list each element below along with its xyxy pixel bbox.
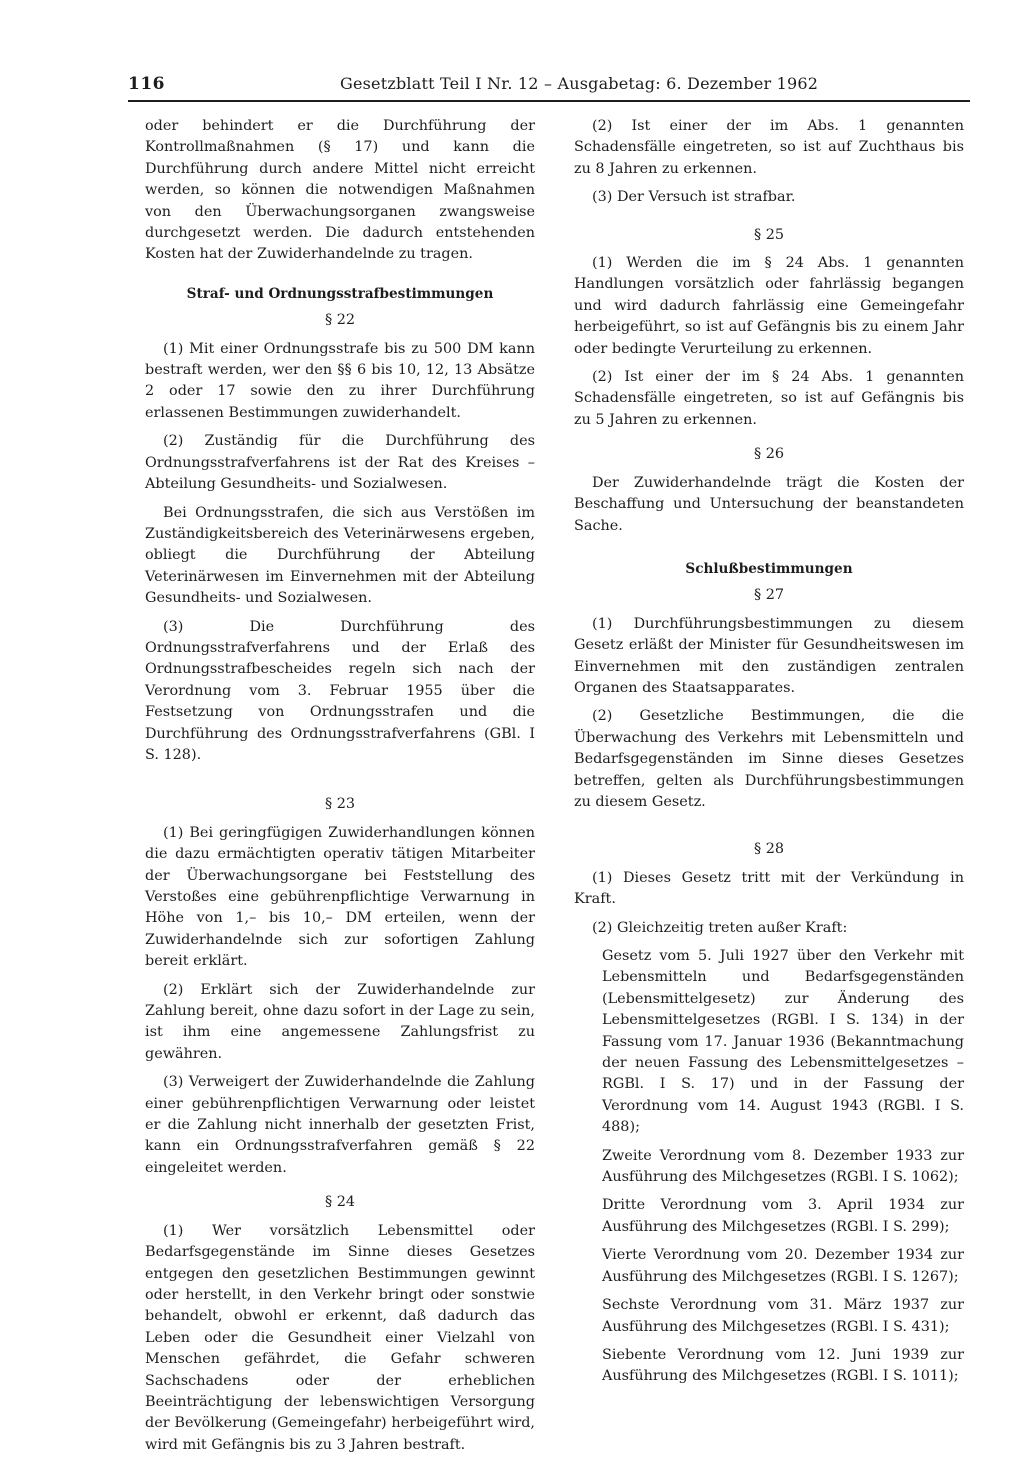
paragraph-25-1: (1) Werden die im § 24 Abs. 1 genannten Handlungen vorsätzlich oder fahrlässig begangen und wird dadurch fahrlässig eine Gemeingefahr herbeigeführt, so ist auf Gefängnis bis zu einem Jahr oder bedingte Verurteilung zu erkennen. xyxy=(574,255,964,357)
section-number-27: § 27 xyxy=(753,587,785,604)
repealed-item: Zweite Verordnung vom 8. Dezember 1933 zur Ausführung des Milchgesetzes (RGBl. I S. 1062); xyxy=(602,1147,964,1186)
section-number-25: § 25 xyxy=(753,226,785,243)
paragraph-26: Der Zuwiderhandelnde trägt die Kosten der Beschaffung und Untersuchung der beanstandeten Sache. xyxy=(574,474,964,534)
paragraph-23-3: (3) Verweigert der Zuwiderhandelnde die Zahlung einer gebührenpflichtigen Verwarnung oder leistet er die Zahlung nicht innerhalb der gesetzten Frist, kann ein Ordnungsstrafverfahren gemäß § 22 eingeleitet werden. xyxy=(145,1074,535,1176)
paragraph-22-3: (3) Die Durchführung des Ordnungsstrafverfahrens und der Erlaß des Ordnungsstrafbescheides regeln sich nach der Verordnung vom 3. Februar 1955 über die Festsetzung von Ordnungsstrafen und die Durchführung des Ordnungsstrafverfahrens (GBl. I S. 128). xyxy=(145,618,535,763)
section-number-26: § 26 xyxy=(753,446,785,463)
repealed-item: Siebente Verordnung vom 12. Juni 1939 zur Ausführung des Milchgesetzes (RGBl. I S. 1011); xyxy=(602,1346,964,1385)
paragraph-25-2: (2) Ist einer der im § 24 Abs. 1 genannten Schadensfälle eingetreten, so ist auf Gefängnis bis zu 5 Jahren zu erkennen. xyxy=(574,369,964,428)
section-number-28: § 28 xyxy=(753,841,785,858)
section-heading-schluss: Schlußbestimmungen xyxy=(685,560,853,577)
section-number-22: § 22 xyxy=(324,312,356,329)
repealed-item: Vierte Verordnung vom 20. Dezember 1934 zur Ausführung des Milchgesetzes (RGBl. I S. 1267); xyxy=(602,1247,964,1285)
repealed-item: Sechste Verordnung vom 31. März 1937 zur Ausführung des Milchgesetzes (RGBl. I S. 431); xyxy=(602,1297,964,1335)
repealed-item: Gesetz vom 5. Juli 1927 über den Verkehr mit Lebensmitteln und Bedarfsgegenständen (Lebensmittelgesetz) zur Änderung des Lebensmittelgesetzes (RGBl. I S. 134) in der Fassung vom 17. Januar 1936 (Bekanntmachung der neuen Fassung des Lebensmittelgesetzes – RGBl. I S. 17) und in der Fassung der Verordnung vom 14. August 1943 (RGBl. I S. 488); xyxy=(602,948,964,1136)
right-column xyxy=(574,116,964,1395)
paragraph-23-1: (1) Bei geringfügigen Zuwiderhandlungen können die dazu ermächtigten operativ tätigen Mitarbeiter der Überwachungsorgane bei Feststellung des Verstoßes eine gebührenpflichtige Verwarnung in Höhe von 1,– bis 10,– DM erteilen, wenn der Zuwiderhandelnde sich zur sofortigen Zahlung bereit erklärt. xyxy=(145,824,535,970)
paragraph-22-2b: Bei Ordnungsstrafen, die sich aus Verstößen im Zuständigkeitsbereich des Veterinärwesens ergeben, obliegt die Durchführung der Abteilung Veterinärwesen im Einvernehmen mit der Abteilung Gesundheits- und Sozialwesen. xyxy=(145,504,535,607)
paragraph-27-1: (1) Durchführungsbestimmungen zu diesem Gesetz erläßt der Minister für Gesundheitswesen im Einvernehmen mit den zuständigen zentralen Organen des Staatsapparates. xyxy=(574,615,964,696)
page-number: 116 xyxy=(128,74,165,94)
paragraph-24-1: (1) Wer vorsätzlich Lebensmittel oder Bedarfsgegenstände im Sinne dieses Gesetzes entgegen den gesetzlichen Bestimmungen gewinnt oder herstellt, in den Verkehr bringt oder sonstwie behandelt, obwohl er erkennt, daß dadurch das Leben oder die Gesundheit einer Vielzahl von Menschen gefährdet, die Gefahr schweren Sachschadens oder der erheblichen Beeinträchtigung der lebenswichtigen Versorgung der Bevölkerung (Gemeingefahr) herbeigeführt wird, wird mit Gefängnis bis zu 3 Jahren bestraft. xyxy=(145,1222,535,1453)
running-title: Gesetzblatt Teil I Nr. 12 – Ausgabetag: 6. Dezember 1962 xyxy=(340,74,819,93)
paragraph-28-2: (2) Gleichzeitig treten außer Kraft: xyxy=(592,919,848,936)
section-number-24: § 24 xyxy=(324,1194,356,1211)
paragraph-28-1: (1) Dieses Gesetz tritt mit der Verkündung in Kraft. xyxy=(574,869,964,908)
left-column xyxy=(145,116,535,1463)
paragraph-22-1: (1) Mit einer Ordnungsstrafe bis zu 500 DM kann bestraft werden, wer den §§ 6 bis 10, 12, 13 Absätze 2 oder 17 sowie den zu ihrer Durchführung erlassenen Bestimmungen zuwiderhandelt. xyxy=(145,340,535,421)
paragraph-27-2: (2) Gesetzliche Bestimmungen, die die Überwachung des Verkehrs mit Lebensmitteln und Bedarfsgegenständen im Sinne dieses Gesetzes betreffen, gelten als Durchführungsbestimmungen zu diesem Gesetz. xyxy=(574,708,964,810)
repealed-list xyxy=(574,946,964,1388)
repealed-item: Dritte Verordnung vom 3. April 1934 zur Ausführung des Milchgesetzes (RGBl. I S. 299); xyxy=(602,1197,964,1235)
paragraph-23-2: (2) Erklärt sich der Zuwiderhandelnde zur Zahlung bereit, ohne dazu sofort in der Lage zu sein, ist ihm eine angemessene Zahlungsfrist zu gewähren. xyxy=(145,981,535,1062)
section-heading-straf: Straf- und Ordnungsstrafbestimmungen xyxy=(186,285,494,302)
paragraph-24-2: (2) Ist einer der im Abs. 1 genannten Schadensfälle eingetreten, so ist auf Zuchthaus bis zu 8 Jahren zu erkennen. xyxy=(574,118,964,177)
paragraph-22-2: (2) Zuständig für die Durchführung des Ordnungsstrafverfahrens ist der Rat des Kreises – Abteilung Gesundheits- und Sozialwesen. xyxy=(145,433,535,493)
paragraph-24-3: (3) Der Versuch ist strafbar. xyxy=(592,189,796,206)
page-header xyxy=(128,70,970,102)
section-number-23: § 23 xyxy=(324,796,356,813)
paragraph-continuation: oder behindert er die Durchführung der Kontrollmaßnahmen (§ 17) und kann die Durchführung durch andere Mittel nicht erreicht werden, so können die notwendigen Maßnahmen von den Überwachungsorganen zwangsweise durchgesetzt werden. Die dadurch entstehenden Kosten hat der Zuwiderhandelnde zu tragen. xyxy=(145,118,535,263)
